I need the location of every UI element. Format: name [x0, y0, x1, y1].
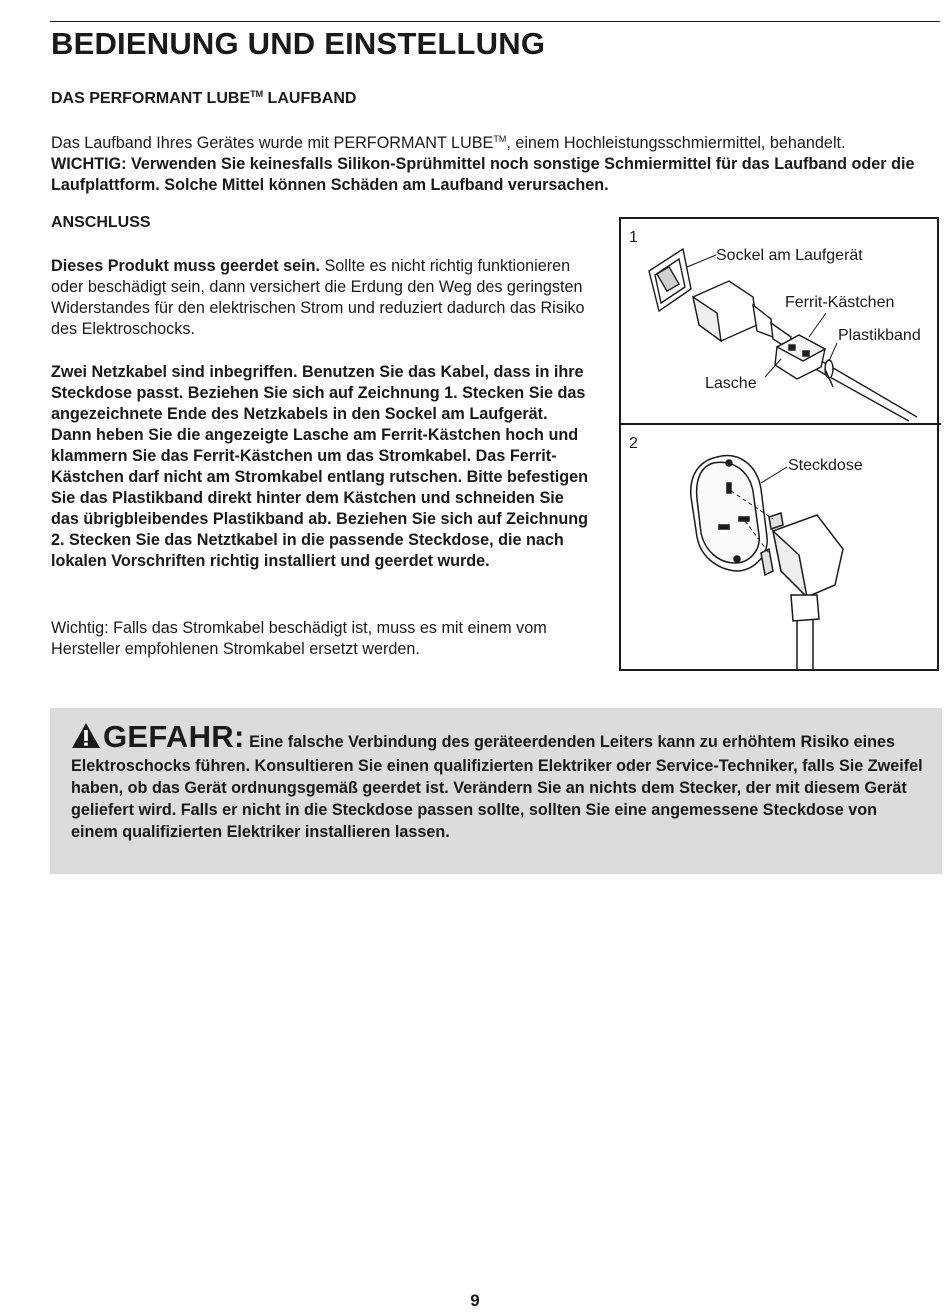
danger-text	[71, 719, 923, 843]
fig1-label-ferrite: Ferrit-Kästchen	[785, 294, 895, 311]
lube-intro-tm: TM	[493, 134, 507, 144]
warning-triangle-icon	[71, 722, 101, 755]
figure-illustration	[621, 219, 941, 673]
lube-heading-text: DAS PERFORMANT LUBE	[51, 90, 251, 107]
fig2-label-outlet: Steckdose	[788, 457, 863, 474]
connection-paragraph-3: Wichtig: Falls das Stromkabel beschädigt ist, muss es mit einem vom Hersteller empfohlenen Stromkabel ersetzt werden.	[51, 619, 547, 658]
lube-intro	[51, 129, 941, 196]
page-title: BEDIENUNG UND EINSTELLUNG	[51, 26, 546, 61]
connection-p1-rest: Sollte es nicht richtig funktionieren oder beschädigt sein, dann versichert die Erdung den Weg des geringsten Widerstandes für den elektrischen Strom und reduziert dadurch das Risiko des Elektroschocks.	[51, 257, 585, 338]
fig1-number: 1	[629, 229, 638, 246]
figure-box	[619, 217, 939, 671]
fig2-callout-line	[761, 467, 787, 483]
lube-intro-after: , einem Hochleistungsschmiermittel, behandelt.	[506, 134, 846, 152]
danger-box	[50, 708, 942, 874]
top-rule	[50, 21, 940, 22]
wall-outlet-icon	[691, 456, 767, 571]
fig1-label-tie: Plastikband	[838, 327, 921, 344]
connection-paragraph-1	[51, 256, 591, 340]
danger-label: GEFAHR:	[103, 719, 245, 754]
fig1-label-tab: Lasche	[705, 375, 757, 392]
lube-warning: WICHTIG: Verwenden Sie keinesfalls Silikon-Sprühmittel noch sonstige Schmiermittel für das Laufband oder die Laufplattform. Solche Mittel können Schäden am Laufband verursachen.	[51, 155, 915, 194]
lube-heading-tm: TM	[250, 89, 264, 99]
socket-icon	[649, 249, 691, 311]
connection-p1-bold: Dieses Produkt muss geerdet sein.	[51, 257, 320, 275]
page-number: 9	[470, 1291, 480, 1310]
plastic-tie-icon	[825, 360, 833, 387]
connection-paragraph-2: Zwei Netzkabel sind inbegriffen. Benutzen Sie das Kabel, dass in ihre Steckdose passt. Beziehen Sie sich auf Zeichnung 1. Stecken Sie das angezeichnete Ende des Netzkabels in den Sockel am Laufgerät. Dann heben Sie die angezeigte Lasche am Ferrit-Kästchen hoch und klammern Sie das Ferrit-Kästchen um das Stromkabel. Das Ferrit-Kästchen darf nicht am Stromkabel entlang rutschen. Bitte befestigen Sie das Plastikband direkt hinter dem Kästchen und schneiden Sie das übrigbleibendes Plastikband ab. Beziehen Sie sich auf Zeichnung 2. Stecken Sie das Netztkabel in die passende Steckdose, die nach lokalen Vorschriften richtig installiert und geerdet wurde.	[51, 363, 589, 570]
lube-heading-after: LAUFBAND	[263, 90, 357, 107]
plug-connector-icon	[693, 281, 791, 349]
uk-plug-icon	[761, 513, 843, 671]
lube-heading	[51, 89, 356, 108]
fig2-number: 2	[629, 435, 638, 452]
connection-heading: ANSCHLUSS	[51, 214, 151, 231]
danger-body: Eine falsche Verbindung des geräteerdenden Leiters kann zu erhöhtem Risiko eines Elektroschocks führen. Konsultieren Sie einen qualifizierten Elektriker oder Service-Techniker, falls Sie Zweifel haben, ob das Gerät ordnungsgemäß geerdet ist. Verändern Sie an nichts dem Stecker, der mit diesem Gerät geliefert wird. Falls er nicht in die Steckdose passen sollte, sollten Sie eine angemessene Steckdose von einem qualifizierten Elektriker installieren lassen.	[71, 733, 923, 841]
fig1-label-socket: Sockel am Laufgerät	[716, 247, 863, 264]
lube-intro-before: Das Laufband Ihres Gerätes wurde mit PERFORMANT LUBE	[51, 134, 494, 152]
